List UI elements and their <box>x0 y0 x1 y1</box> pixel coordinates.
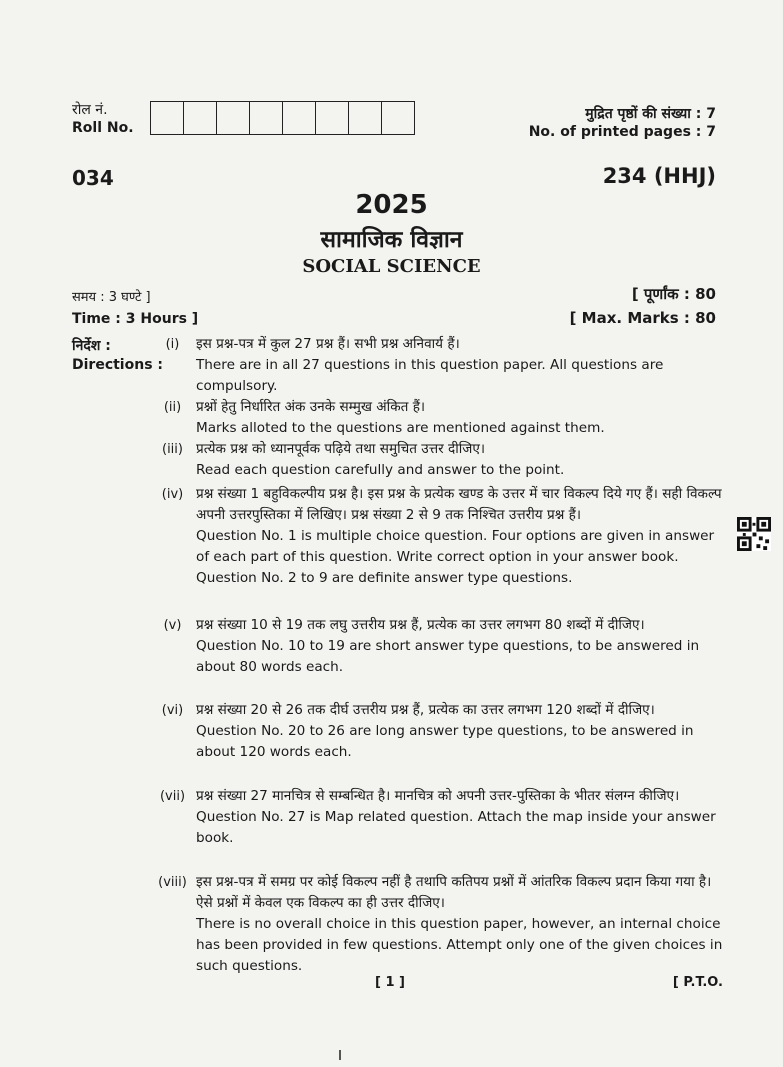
subject-title: SOCIAL SCIENCE <box>302 256 481 277</box>
roll-box[interactable] <box>349 102 382 134</box>
instruction-english: Question No. 1 is multiple choice question. Four options are given in answer of each part of this question. Write correct option in your answer book. Question No. 2 to 9 are definite answer type questions. <box>196 528 715 586</box>
subject-title-hindi: सामाजिक विज्ञान <box>320 227 463 253</box>
instruction-hindi: इस प्रश्न-पत्र में कुल 27 प्रश्न हैं। सभी प्रश्न अनिवार्य हैं। <box>196 336 460 352</box>
instruction-english: Read each question carefully and answer to the point. <box>196 462 565 478</box>
paper-code-right: 234 (HHJ) <box>602 164 716 188</box>
roll-box[interactable] <box>382 102 414 134</box>
time-hindi: समय : 3 घण्टे ] <box>72 290 151 305</box>
instruction-hindi: प्रश्न संख्या 10 से 19 तक लघु उत्तरीय प्रश्न हैं, प्रत्येक का उत्तर लगभग 80 शब्दों में दीजिए। <box>196 617 645 633</box>
directions-label: Directions : <box>72 357 163 373</box>
instruction-number: (ii) <box>163 400 182 415</box>
roll-box[interactable] <box>217 102 250 134</box>
instruction-hindi: प्रत्येक प्रश्न को ध्यानपूर्वक पढ़िये तथा समुचित उत्तर दीजिए। <box>196 441 486 457</box>
please-turn-over: [ P.T.O. <box>672 975 723 990</box>
instruction-item <box>150 786 725 849</box>
max-marks: [ Max. Marks : 80 <box>569 309 716 327</box>
instruction-hindi: प्रश्न संख्या 27 मानचित्र से सम्बन्धित है। मानचित्र को अपनी उत्तर-पुस्तिका के भीतर संलग्न कीजिए। <box>196 788 680 804</box>
instruction-hindi: प्रश्न संख्या 20 से 26 तक दीर्घ उत्तरीय प्रश्न हैं, प्रत्येक का उत्तर लगभग 120 शब्दों में दीजिए। <box>196 702 655 718</box>
instruction-hindi: इस प्रश्न-पत्र में समग्र पर कोई विकल्प नहीं है तथापि कतिपय प्रश्नों में आंतरिक विकल्प प्रदान किया गया है। ऐसे प्रश्नों में केवल एक विकल्प का ही उत्तर दीजिए। <box>196 874 712 911</box>
instruction-english: There are in all 27 questions in this question paper. All questions are compulsory. <box>196 357 664 394</box>
instruction-item <box>150 700 725 763</box>
print-mark <box>339 1050 341 1060</box>
instruction-english: Question No. 10 to 19 are short answer type questions, to be answered in about 80 words each. <box>196 638 700 675</box>
instruction-number: (i) <box>165 337 180 352</box>
roll-no-label: Roll No. <box>72 120 134 136</box>
roll-no-boxes[interactable] <box>150 101 415 135</box>
instruction-number: (vii) <box>159 789 186 804</box>
qr-code-icon <box>737 517 771 551</box>
instruction-english: Question No. 20 to 26 are long answer type questions, to be answered in about 120 words each. <box>196 723 694 760</box>
roll-box[interactable] <box>151 102 184 134</box>
instruction-english: There is no overall choice in this question paper, however, an internal choice has been provided in few questions. Attempt only one of the given choices in such questions. <box>196 916 723 974</box>
instruction-hindi: प्रश्नों हेतु निर्धारित अंक उनके सम्मुख अंकित हैं। <box>196 399 426 415</box>
roll-no-label-hindi: रोल नं. <box>72 102 108 118</box>
instruction-english: Marks alloted to the questions are mentioned against them. <box>196 420 605 436</box>
exam-year: 2025 <box>355 190 428 220</box>
printed-pages-hindi: मुद्रित पृष्ठों की संख्या : 7 <box>585 106 716 122</box>
roll-box[interactable] <box>316 102 349 134</box>
instruction-number: (iii) <box>162 442 183 457</box>
instruction-number: (viii) <box>158 875 187 890</box>
instruction-english: Question No. 27 is Map related question. Attach the map inside your answer book. <box>196 809 716 846</box>
instruction-item <box>150 872 725 977</box>
roll-box[interactable] <box>184 102 217 134</box>
instruction-item <box>150 334 725 397</box>
instruction-number: (iv) <box>161 487 184 502</box>
instruction-number: (vi) <box>161 703 184 718</box>
printed-pages: No. of printed pages : 7 <box>528 124 716 140</box>
directions-label-hindi: निर्देश : <box>72 338 111 354</box>
roll-box[interactable] <box>250 102 283 134</box>
instruction-hindi: प्रश्न संख्या 1 बहुविकल्पीय प्रश्न है। इस प्रश्न के प्रत्येक खण्ड के उत्तर में चार विकल्प दिये गए हैं। सही विकल्प अपनी उत्तरपुस्तिका में लिखिए। प्रश्न संख्या 2 से 9 तक निश्चित उत्तरीय प्रश्न हैं। <box>196 486 722 523</box>
time: Time : 3 Hours ] <box>72 311 199 327</box>
instruction-item <box>150 615 725 678</box>
instruction-item <box>150 439 725 481</box>
page-number: [ 1 ] <box>375 975 405 990</box>
max-marks-hindi: [ पूर्णांक : 80 <box>631 285 716 303</box>
instruction-number: (v) <box>163 618 182 633</box>
instruction-item <box>150 397 725 439</box>
paper-code-left: 034 <box>72 166 114 190</box>
instruction-item <box>150 484 725 589</box>
roll-box[interactable] <box>283 102 316 134</box>
